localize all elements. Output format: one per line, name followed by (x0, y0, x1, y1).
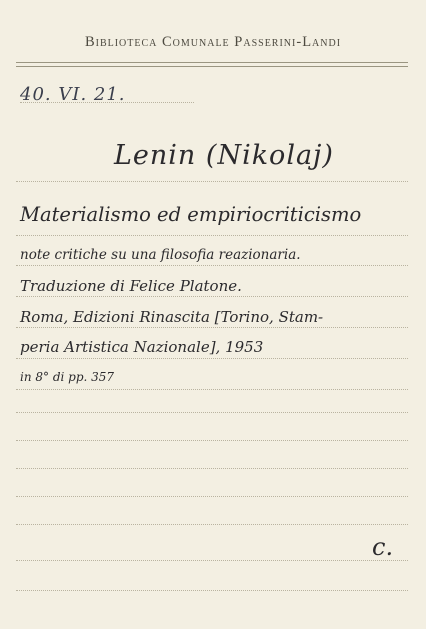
author-rule (16, 181, 408, 182)
imprint-line-2: peria Artistica Nazionale], 1953 (20, 338, 264, 356)
translator-line: Traduzione di Felice Platone. (20, 277, 242, 295)
shelfmark: 40. VI. 21. (20, 84, 126, 105)
cataloger-mark: c. (372, 533, 394, 561)
shelfmark-rule (20, 102, 194, 103)
subtitle-line: note critiche su una filosofia reazionaria. (20, 247, 301, 263)
book-title: Materialismo ed empiriocriticismo (20, 203, 362, 226)
collation-line: in 8° di pp. 357 (20, 370, 115, 384)
ruled-line (16, 590, 408, 591)
ruled-line (16, 389, 408, 390)
library-header: Biblioteca Comunale Passerini-Landi (84, 34, 342, 50)
ruled-line (16, 524, 408, 525)
ruled-line (16, 468, 408, 469)
header-rule-bottom (16, 66, 408, 67)
ruled-line (16, 265, 408, 266)
ruled-line (16, 327, 408, 328)
ruled-line (16, 440, 408, 441)
title-rule (16, 235, 408, 236)
author-heading: Lenin (Nikolaj) (114, 140, 334, 171)
ruled-line (16, 358, 408, 359)
imprint-line-1: Roma, Edizioni Rinascita [Torino, Stam- (20, 308, 324, 326)
ruled-line (16, 296, 408, 297)
ruled-line (16, 496, 408, 497)
header-rule-top (16, 62, 408, 63)
ruled-line (16, 412, 408, 413)
ruled-line (16, 560, 408, 561)
